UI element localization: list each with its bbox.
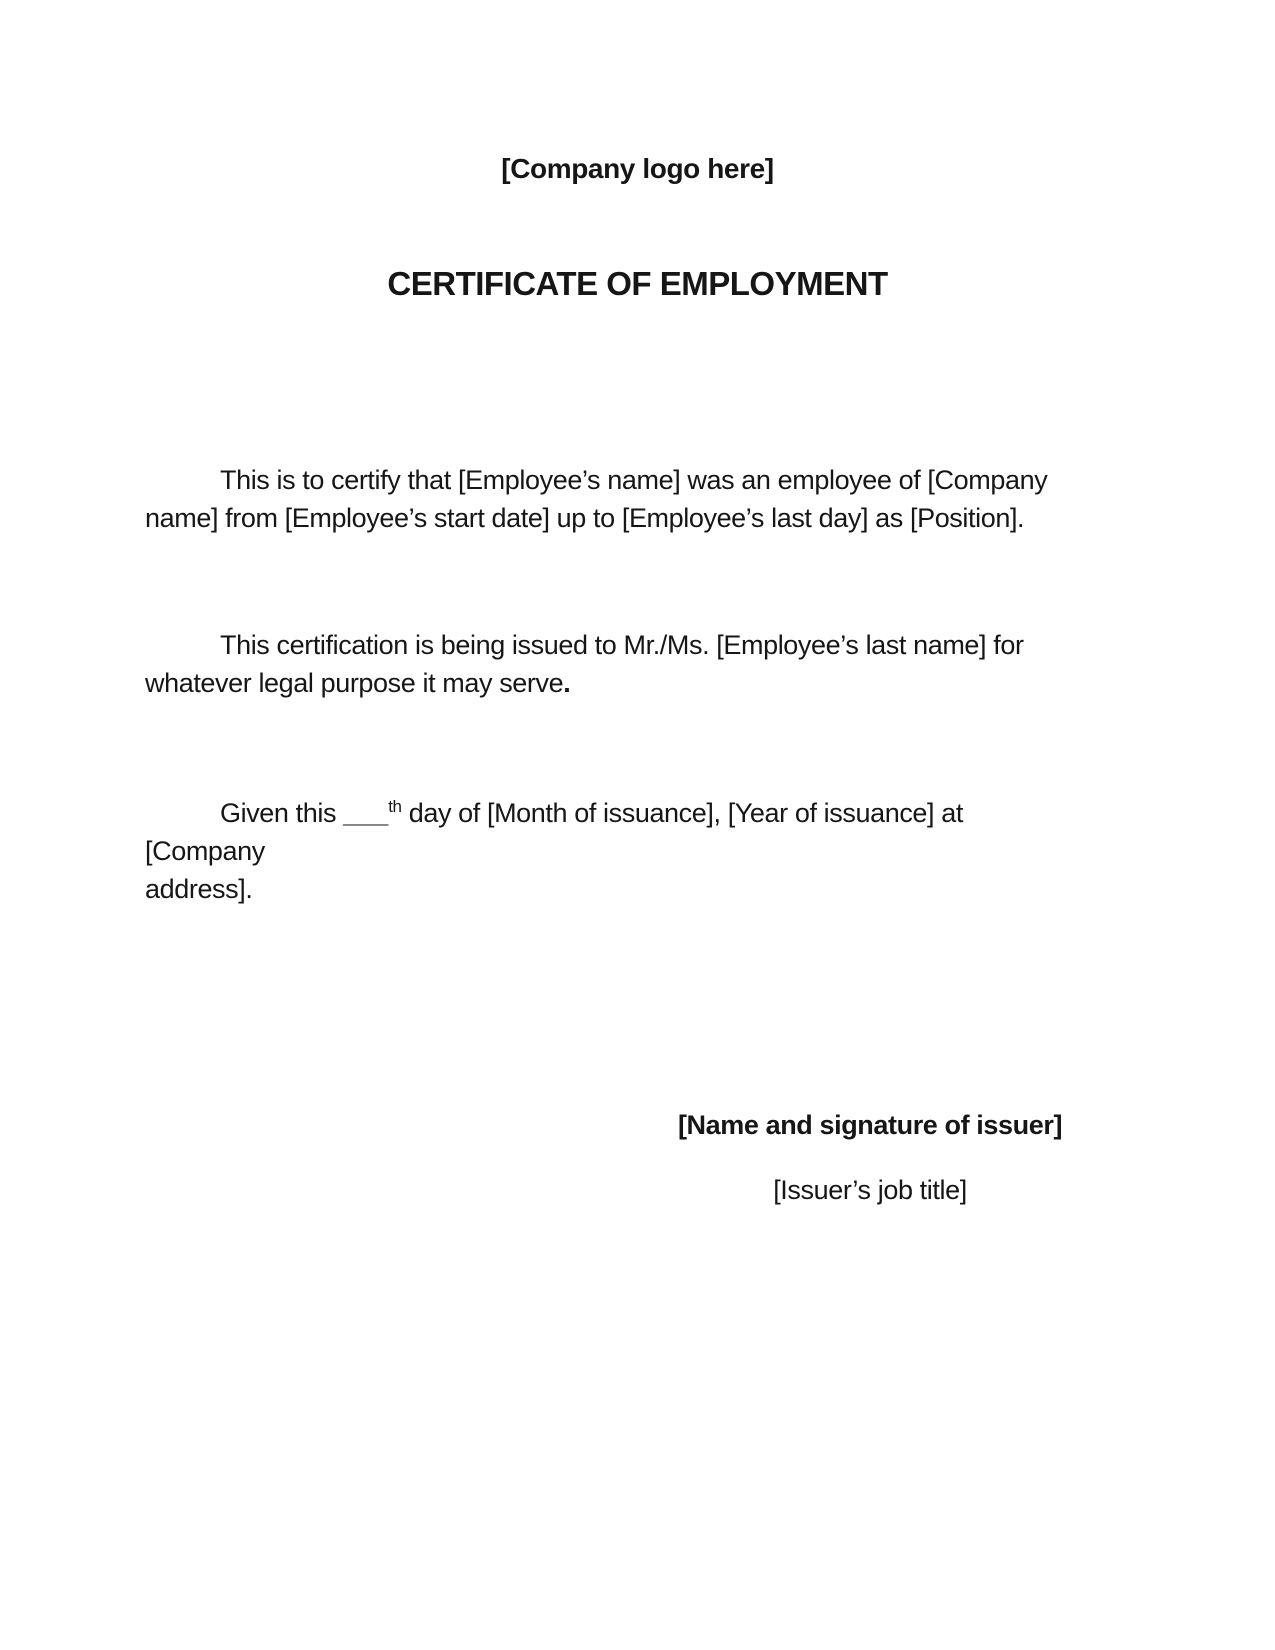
purpose-paragraph-line-2-text: whatever legal purpose it may serve bbox=[145, 668, 564, 698]
issuance-text-before-blank: Given this bbox=[220, 798, 344, 828]
document-title: CERTIFICATE OF EMPLOYMENT bbox=[387, 265, 888, 302]
certify-paragraph bbox=[145, 461, 1075, 537]
purpose-paragraph-line-1: This certification is being issued to Mr./Ms. [Employee’s last name] for bbox=[220, 630, 1024, 660]
issuer-job-title-placeholder: [Issuer’s job title] bbox=[773, 1175, 967, 1205]
issuance-text-after-blank: day of [Month of issuance], [Year of issuance] at [Company bbox=[145, 798, 963, 866]
signature-block bbox=[615, 1106, 1125, 1209]
certify-paragraph-line-1: This is to certify that [Employee’s name] was an employee of [Company bbox=[220, 465, 1048, 495]
ordinal-superscript: th bbox=[388, 797, 402, 816]
certify-paragraph-line-2: name] from [Employee’s start date] up to [Employee’s last day] as [Position]. bbox=[145, 503, 1025, 533]
bold-period: . bbox=[563, 668, 571, 698]
issuer-name-placeholder: [Name and signature of issuer] bbox=[677, 1110, 1063, 1140]
issuance-paragraph-line-2: address]. bbox=[145, 874, 253, 904]
purpose-paragraph-line-2 bbox=[145, 664, 1075, 702]
purpose-paragraph bbox=[145, 626, 1075, 702]
company-logo-placeholder: [Company logo here] bbox=[501, 153, 774, 184]
issuance-paragraph bbox=[145, 794, 1075, 908]
day-fill-in-blank: ___ bbox=[343, 798, 389, 828]
issuance-paragraph-line-1 bbox=[145, 794, 1075, 870]
